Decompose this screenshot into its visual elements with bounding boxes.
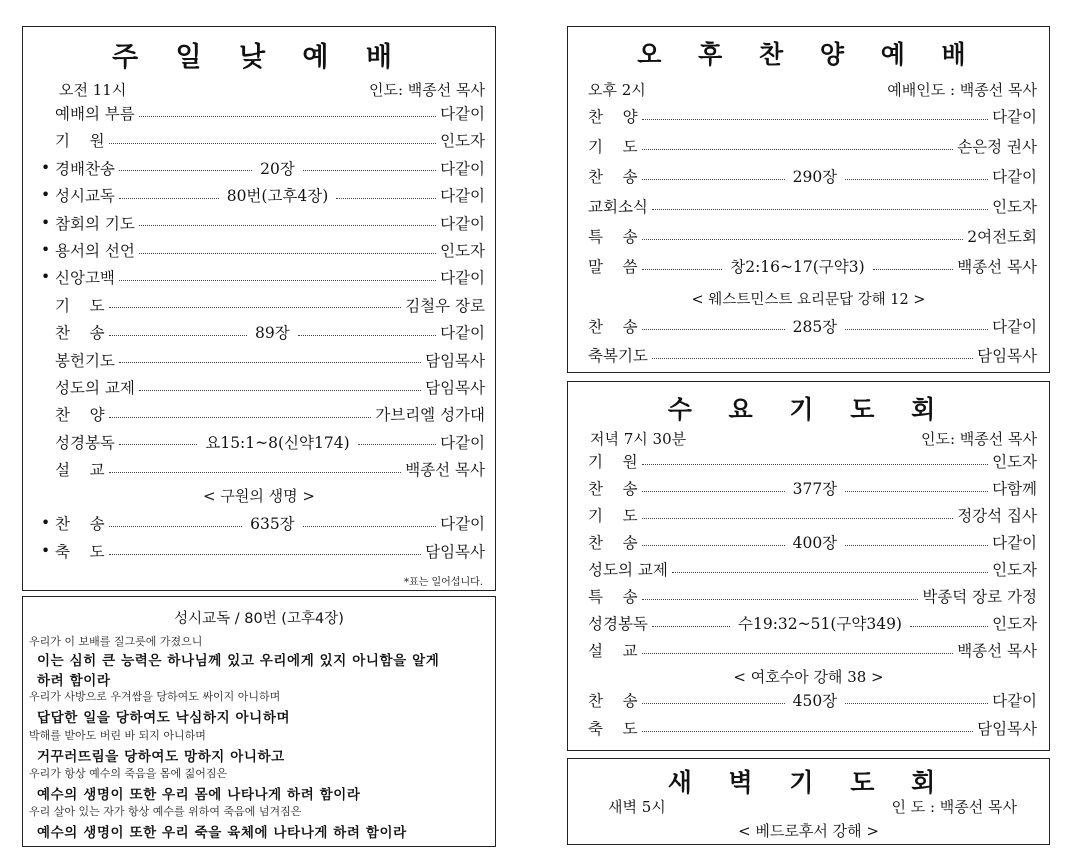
dot-leader xyxy=(119,170,252,171)
standing-bullet: • xyxy=(41,213,51,232)
order-row xyxy=(588,556,1037,582)
order-label: 설 교 xyxy=(588,642,638,660)
order-label: 성시교독 xyxy=(55,187,115,206)
order-person: 다같이 xyxy=(440,269,485,288)
order-label: 기 도 xyxy=(55,296,105,315)
order-person: 다같이 xyxy=(440,105,485,123)
dot-leader xyxy=(642,653,954,654)
order-person: 인도자 xyxy=(992,615,1037,633)
dot-leader xyxy=(109,526,242,527)
order-label: 신앙고백 xyxy=(55,269,115,288)
order-row xyxy=(41,237,485,263)
dot-leader xyxy=(642,545,785,546)
order-label: 예배의 부름 xyxy=(55,105,135,123)
dot-leader xyxy=(642,149,954,150)
order-row xyxy=(588,610,1037,636)
dawn-prayer-subtitle: < 베드로후서 강해 > xyxy=(738,822,879,840)
order-label: 성경봉독 xyxy=(588,615,648,633)
order-person: 담임목사 xyxy=(977,720,1037,738)
dot-leader xyxy=(119,198,219,199)
order-row xyxy=(588,342,1037,368)
order-detail: 89장 xyxy=(255,324,290,343)
dot-leader xyxy=(845,491,988,492)
afternoon-service-leader: 예배인도 : 백종선 목사 xyxy=(887,81,1037,99)
order-person: 담임목사 xyxy=(425,379,485,397)
order-person: 인도자 xyxy=(992,561,1037,579)
dot-leader xyxy=(642,269,723,270)
dot-leader xyxy=(672,572,988,573)
order-label: 기 도 xyxy=(588,138,638,156)
reading-leader-line: 우리가 항상 예수의 죽음을 몸에 짊어짐은 xyxy=(29,767,228,780)
reading-leader-line: 박해를 받아도 버린 바 되지 아니하며 xyxy=(29,729,206,742)
dot-leader xyxy=(119,444,197,445)
order-row xyxy=(41,510,485,536)
dot-leader xyxy=(336,198,436,199)
reading-people-line: 이는 심히 큰 능력은 하나님께 있고 우리에게 있지 아니함을 알게 xyxy=(37,653,440,669)
afternoon-sermon-title: < 웨스트민스트 요리문답 강해 12 > xyxy=(691,292,926,308)
order-row xyxy=(41,155,485,181)
order-detail: 290장 xyxy=(792,168,838,186)
order-person: 다같이 xyxy=(440,214,485,233)
order-label: 찬 양 xyxy=(55,406,105,425)
order-row xyxy=(588,715,1037,741)
responsive-reading-title: 성시교독 / 80번 (고후4장) xyxy=(174,611,344,627)
order-person: 손은정 권사 xyxy=(957,138,1037,156)
order-label: 찬 송 xyxy=(55,324,105,343)
dot-leader xyxy=(139,116,436,117)
afternoon-service-time: 오후 2시 xyxy=(588,81,646,99)
order-person: 인도자 xyxy=(992,453,1037,471)
standing-note: *표는 일어섭니다. xyxy=(404,577,483,588)
order-row xyxy=(41,319,485,345)
order-row xyxy=(41,429,485,455)
dot-leader xyxy=(873,269,954,270)
dot-leader xyxy=(109,335,247,336)
order-row xyxy=(588,193,1037,219)
dot-leader xyxy=(109,554,421,555)
order-person: 다같이 xyxy=(440,159,485,178)
dot-leader xyxy=(910,626,988,627)
dot-leader xyxy=(642,703,785,704)
responsive-reading-box xyxy=(22,596,496,847)
order-row xyxy=(41,401,485,427)
order-person: 담임목사 xyxy=(425,351,485,370)
order-detail: 창2:16~17(구약3) xyxy=(730,258,865,276)
order-label: 찬 송 xyxy=(55,515,105,533)
order-detail: 635장 xyxy=(250,515,295,533)
order-row xyxy=(41,292,485,318)
order-label: 말 씀 xyxy=(588,258,638,276)
order-row xyxy=(41,374,485,400)
sunday-service-box xyxy=(22,26,496,591)
order-person: 인도자 xyxy=(440,132,485,151)
order-detail: 400장 xyxy=(792,534,838,552)
order-detail: 요15:1~8(신약174) xyxy=(205,433,350,452)
order-label: 특 송 xyxy=(588,588,638,606)
order-person: 가브리엘 성가대 xyxy=(375,406,485,425)
sunday-sermon-title: < 구원의 생명 > xyxy=(203,487,315,505)
order-label: 기 도 xyxy=(588,507,638,525)
dot-leader xyxy=(303,526,436,527)
order-label: 기 원 xyxy=(55,132,105,151)
standing-bullet: • xyxy=(41,186,51,205)
order-label: 성도의 교제 xyxy=(55,379,135,397)
dot-leader xyxy=(642,329,785,330)
order-row xyxy=(41,100,485,126)
wednesday-prayer-title: 수 요 기 도 회 xyxy=(667,395,950,424)
order-label: 성경봉독 xyxy=(55,433,115,452)
dawn-prayer-time: 새벽 5시 xyxy=(608,798,666,816)
order-label: 축 도 xyxy=(588,720,638,738)
order-person: 담임목사 xyxy=(425,543,485,561)
order-row xyxy=(588,502,1037,528)
dot-leader xyxy=(642,179,785,180)
order-person: 다같이 xyxy=(440,187,485,206)
reading-people-line: 예수의 생명이 또한 우리 죽을 육체에 나타나게 하려 함이라 xyxy=(37,825,407,841)
order-row xyxy=(588,529,1037,555)
order-label: 축 도 xyxy=(55,543,105,561)
afternoon-service-title: 오 후 찬 양 예 배 xyxy=(637,40,980,69)
standing-bullet: • xyxy=(41,514,51,532)
order-label: 용서의 선언 xyxy=(55,242,135,260)
order-person: 인도자 xyxy=(992,198,1037,216)
reading-leader-line: 우리 살아 있는 자가 항상 예수를 위하여 죽음에 넘겨짐은 xyxy=(29,805,302,818)
dawn-prayer-box xyxy=(567,758,1050,845)
wednesday-prayer-time: 저녁 7시 30분 xyxy=(590,430,687,448)
order-row xyxy=(588,223,1037,249)
order-detail: 20장 xyxy=(260,159,295,178)
order-label: 찬 송 xyxy=(588,168,638,186)
order-label: 찬 송 xyxy=(588,692,638,710)
dot-leader xyxy=(652,209,988,210)
dot-leader xyxy=(642,491,785,492)
dot-leader xyxy=(845,329,988,330)
order-row xyxy=(588,253,1037,279)
order-detail: 285장 xyxy=(792,318,838,336)
dot-leader xyxy=(139,390,421,391)
order-row xyxy=(588,475,1037,501)
order-row xyxy=(588,583,1037,609)
order-detail: 80번(고후4장) xyxy=(226,187,329,206)
reading-leader-line: 우리가 이 보배를 질그릇에 가졌으니 xyxy=(29,635,203,648)
order-person: 백종선 목사 xyxy=(957,642,1037,660)
dot-leader xyxy=(139,225,436,226)
order-row xyxy=(41,347,485,373)
sunday-service-time: 오전 11시 xyxy=(59,81,127,99)
order-row xyxy=(588,163,1037,189)
order-label: 참회의 기도 xyxy=(55,214,135,233)
order-label: 경배찬송 xyxy=(55,159,115,178)
order-row xyxy=(41,182,485,208)
dawn-prayer-leader: 인 도 : 백종선 목사 xyxy=(891,798,1017,816)
order-label: 찬 송 xyxy=(588,534,638,552)
dot-leader xyxy=(119,280,436,281)
dot-leader xyxy=(845,703,988,704)
order-row xyxy=(588,687,1037,713)
reading-people-line: 예수의 생명이 또한 우리 몸에 나타나게 하려 함이라 xyxy=(37,787,361,803)
standing-bullet: • xyxy=(41,542,51,560)
order-person: 다같이 xyxy=(992,692,1038,710)
order-row xyxy=(41,456,485,482)
order-label: 찬 송 xyxy=(588,480,638,498)
dot-leader xyxy=(642,239,964,240)
order-detail: 377장 xyxy=(792,480,838,498)
order-row xyxy=(588,448,1037,474)
dot-leader xyxy=(119,362,421,363)
order-row xyxy=(588,103,1037,129)
standing-bullet: • xyxy=(41,268,51,287)
order-row xyxy=(588,313,1037,339)
dot-leader xyxy=(652,626,730,627)
order-person: 박종덕 장로 가정 xyxy=(922,588,1037,606)
dot-leader xyxy=(642,119,988,120)
reading-leader-line: 우리가 사방으로 우겨쌈을 당하여도 싸이지 아니하며 xyxy=(29,690,281,703)
dot-leader xyxy=(139,253,436,254)
dot-leader xyxy=(109,472,402,473)
dot-leader xyxy=(642,518,954,519)
dot-leader xyxy=(109,417,372,418)
standing-bullet: • xyxy=(41,241,51,259)
order-person: 김철우 장로 xyxy=(405,296,485,315)
order-row xyxy=(588,637,1037,663)
afternoon-service-box xyxy=(567,26,1050,373)
reading-people-line: 거꾸러뜨림을 당하여도 망하지 아니하고 xyxy=(37,749,285,765)
order-row xyxy=(41,210,485,236)
order-label: 성도의 교제 xyxy=(588,561,668,579)
order-row xyxy=(41,538,485,564)
order-detail: 450장 xyxy=(792,692,838,710)
dot-leader xyxy=(642,599,919,600)
dot-leader xyxy=(845,545,988,546)
reading-people-line: 답답한 일을 당하여도 낙심하지 아니하며 xyxy=(37,710,291,726)
dot-leader xyxy=(845,179,988,180)
dot-leader xyxy=(109,307,402,308)
order-person: 백종선 목사 xyxy=(957,258,1038,276)
order-person: 다같이 xyxy=(440,515,486,533)
order-row xyxy=(588,133,1037,159)
order-person: 백종선 목사 xyxy=(405,461,485,480)
order-row xyxy=(41,127,485,153)
order-person: 다같이 xyxy=(992,534,1038,552)
order-person: 정강석 집사 xyxy=(957,507,1037,525)
order-label: 찬 송 xyxy=(588,318,638,336)
order-label: 봉헌기도 xyxy=(55,351,115,370)
order-person: 다같이 xyxy=(992,168,1038,186)
order-label: 축복기도 xyxy=(588,347,648,365)
dot-leader xyxy=(109,143,436,144)
order-label: 특 송 xyxy=(588,228,638,246)
wednesday-sermon-title: < 여호수아 강해 38 > xyxy=(733,668,884,686)
dot-leader xyxy=(303,170,436,171)
order-label: 기 원 xyxy=(588,453,638,471)
order-person: 다같이 xyxy=(440,324,485,343)
order-person: 다같이 xyxy=(992,108,1037,126)
order-label: 찬 양 xyxy=(588,108,638,126)
sunday-service-leader: 인도: 백종선 목사 xyxy=(368,81,485,99)
dot-leader xyxy=(642,464,988,465)
wednesday-prayer-leader: 인도: 백종선 목사 xyxy=(920,430,1037,448)
reading-people-line: 하려 함이라 xyxy=(37,673,111,689)
dot-leader xyxy=(652,358,973,359)
order-label: 설 교 xyxy=(55,461,105,480)
wednesday-prayer-box xyxy=(567,381,1050,751)
standing-bullet: • xyxy=(41,158,51,177)
order-person: 다같이 xyxy=(992,318,1038,336)
order-person: 다함께 xyxy=(992,480,1038,498)
dawn-prayer-title: 새 벽 기 도 회 xyxy=(667,768,950,797)
order-person: 2여전도회 xyxy=(967,228,1037,246)
order-label: 교회소식 xyxy=(588,198,648,216)
order-row xyxy=(41,264,485,290)
dot-leader xyxy=(358,444,436,445)
sunday-service-title: 주 일 낮 예 배 xyxy=(111,42,406,73)
dot-leader xyxy=(642,731,973,732)
dot-leader xyxy=(298,335,436,336)
order-detail: 수19:32~51(구약349) xyxy=(738,615,902,633)
order-person: 인도자 xyxy=(440,242,485,260)
order-person: 다같이 xyxy=(440,433,485,452)
order-person: 담임목사 xyxy=(977,347,1037,365)
